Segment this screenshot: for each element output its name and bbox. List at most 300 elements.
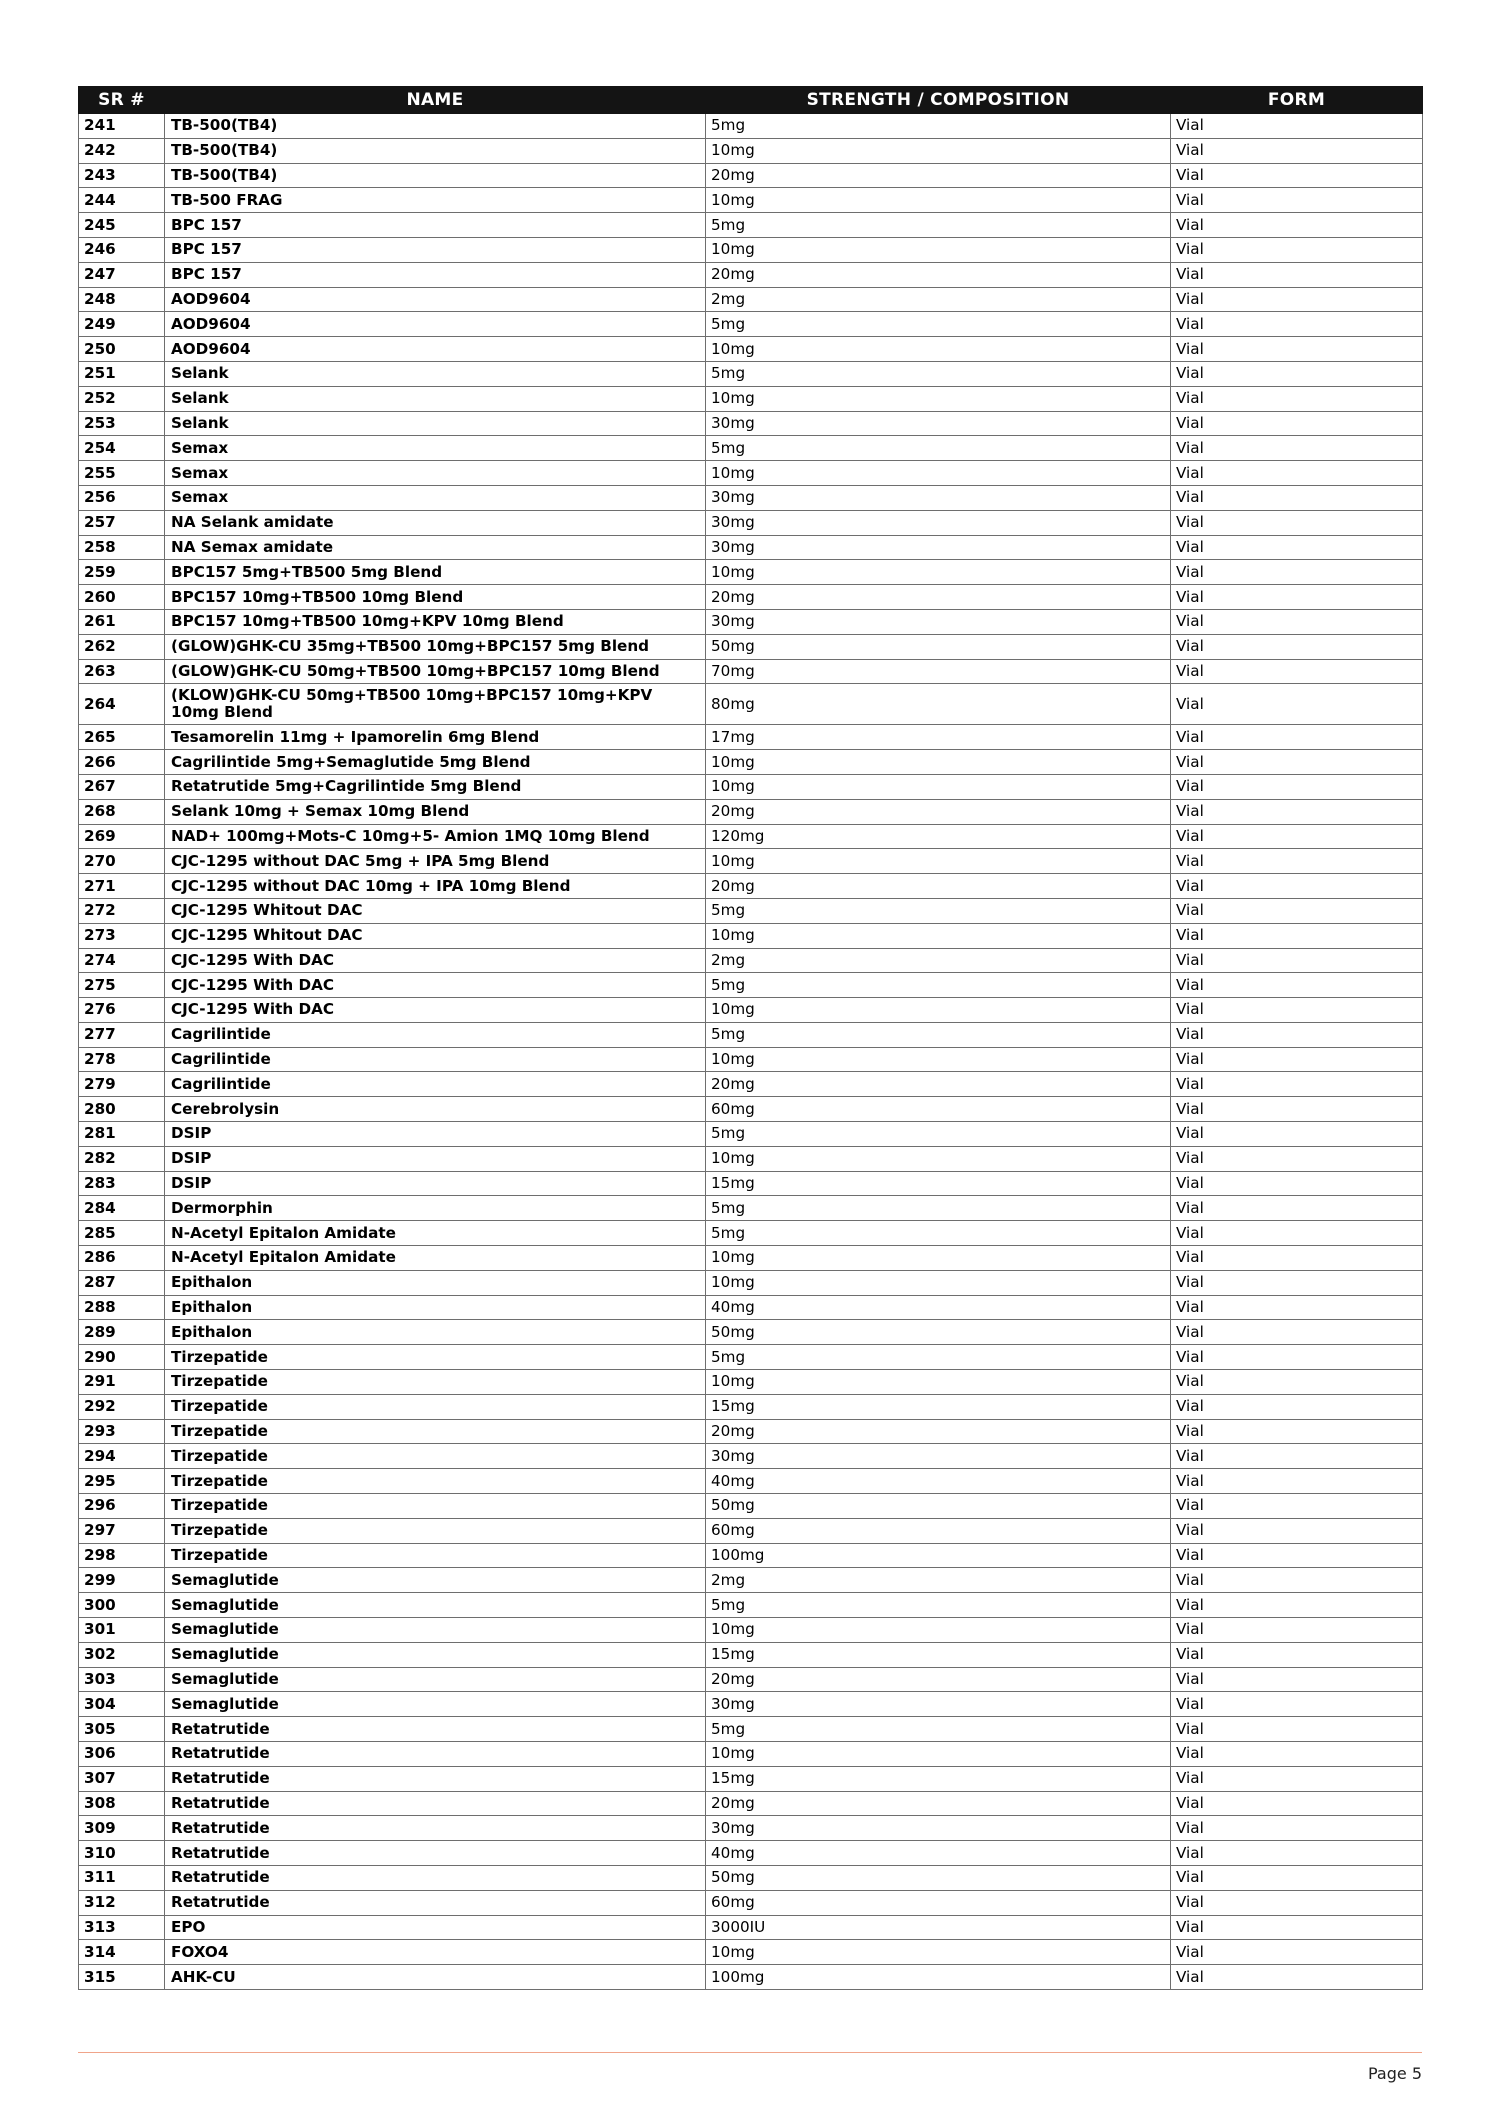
- form-cell: Vial: [1171, 386, 1423, 411]
- strength-cell: 10mg: [706, 750, 1171, 775]
- sr-cell: 282: [79, 1146, 165, 1171]
- name-cell: Semax: [165, 485, 706, 510]
- table-row: [79, 1022, 1423, 1047]
- form-cell: Vial: [1171, 262, 1423, 287]
- form-cell: Vial: [1171, 609, 1423, 634]
- header-name: NAME: [165, 87, 706, 114]
- table-row: [79, 1965, 1423, 1990]
- form-cell: Vial: [1171, 138, 1423, 163]
- form-cell: Vial: [1171, 1146, 1423, 1171]
- name-cell: Cagrilintide: [165, 1047, 706, 1072]
- name-cell: Retatrutide 5mg+Cagrilintide 5mg Blend: [165, 774, 706, 799]
- form-cell: Vial: [1171, 824, 1423, 849]
- form-cell: Vial: [1171, 1221, 1423, 1246]
- table-row: [79, 138, 1423, 163]
- name-cell: Tirzepatide: [165, 1370, 706, 1395]
- table-row: [79, 1543, 1423, 1568]
- sr-cell: 301: [79, 1618, 165, 1643]
- name-cell: Tesamorelin 11mg + Ipamorelin 6mg Blend: [165, 725, 706, 750]
- sr-cell: 299: [79, 1568, 165, 1593]
- strength-cell: 30mg: [706, 411, 1171, 436]
- form-cell: Vial: [1171, 361, 1423, 386]
- name-cell: AHK-CU: [165, 1965, 706, 1990]
- name-cell: Epithalon: [165, 1270, 706, 1295]
- name-cell: AOD9604: [165, 337, 706, 362]
- table-row: [79, 1444, 1423, 1469]
- table-row: [79, 1717, 1423, 1742]
- name-cell: Semaglutide: [165, 1642, 706, 1667]
- name-cell: Selank: [165, 386, 706, 411]
- table-row: [79, 1766, 1423, 1791]
- sr-cell: 296: [79, 1494, 165, 1519]
- table-row: [79, 560, 1423, 585]
- form-cell: Vial: [1171, 1072, 1423, 1097]
- strength-cell: 15mg: [706, 1766, 1171, 1791]
- table-row: [79, 585, 1423, 610]
- name-cell: TB-500 FRAG: [165, 188, 706, 213]
- sr-cell: 314: [79, 1940, 165, 1965]
- name-cell: Semax: [165, 436, 706, 461]
- name-cell: Semaglutide: [165, 1667, 706, 1692]
- strength-cell: 10mg: [706, 337, 1171, 362]
- strength-cell: 20mg: [706, 874, 1171, 899]
- table-row: [79, 725, 1423, 750]
- strength-cell: 20mg: [706, 585, 1171, 610]
- sr-cell: 252: [79, 386, 165, 411]
- sr-cell: 241: [79, 114, 165, 139]
- sr-cell: 288: [79, 1295, 165, 1320]
- table-row: [79, 1394, 1423, 1419]
- table-row: [79, 1122, 1423, 1147]
- table-body: [79, 114, 1423, 1990]
- name-cell: Retatrutide: [165, 1865, 706, 1890]
- form-cell: Vial: [1171, 1270, 1423, 1295]
- strength-cell: 5mg: [706, 312, 1171, 337]
- table-row: [79, 114, 1423, 139]
- form-cell: Vial: [1171, 725, 1423, 750]
- strength-cell: 30mg: [706, 1816, 1171, 1841]
- name-cell: TB-500(TB4): [165, 163, 706, 188]
- strength-cell: 15mg: [706, 1642, 1171, 1667]
- table-row: [79, 262, 1423, 287]
- form-cell: Vial: [1171, 163, 1423, 188]
- form-cell: Vial: [1171, 585, 1423, 610]
- sr-cell: 295: [79, 1469, 165, 1494]
- table-row: [79, 1171, 1423, 1196]
- name-cell: EPO: [165, 1915, 706, 1940]
- strength-cell: 2mg: [706, 287, 1171, 312]
- strength-cell: 30mg: [706, 510, 1171, 535]
- name-cell: Selank 10mg + Semax 10mg Blend: [165, 799, 706, 824]
- strength-cell: 60mg: [706, 1518, 1171, 1543]
- strength-cell: 30mg: [706, 485, 1171, 510]
- table-row: [79, 1047, 1423, 1072]
- sr-cell: 277: [79, 1022, 165, 1047]
- table-row: [79, 799, 1423, 824]
- form-cell: Vial: [1171, 188, 1423, 213]
- form-cell: Vial: [1171, 1742, 1423, 1767]
- form-cell: Vial: [1171, 1444, 1423, 1469]
- strength-cell: 10mg: [706, 1370, 1171, 1395]
- form-cell: Vial: [1171, 948, 1423, 973]
- form-cell: Vial: [1171, 1717, 1423, 1742]
- name-cell: FOXO4: [165, 1940, 706, 1965]
- strength-cell: 10mg: [706, 138, 1171, 163]
- form-cell: Vial: [1171, 849, 1423, 874]
- form-cell: Vial: [1171, 535, 1423, 560]
- form-cell: Vial: [1171, 1593, 1423, 1618]
- sr-cell: 273: [79, 923, 165, 948]
- form-cell: Vial: [1171, 1568, 1423, 1593]
- form-cell: Vial: [1171, 1469, 1423, 1494]
- name-cell: Semaglutide: [165, 1568, 706, 1593]
- form-cell: Vial: [1171, 1494, 1423, 1519]
- table-row: [79, 973, 1423, 998]
- strength-cell: 100mg: [706, 1543, 1171, 1568]
- strength-cell: 20mg: [706, 262, 1171, 287]
- strength-cell: 20mg: [706, 1667, 1171, 1692]
- table-row: [79, 1494, 1423, 1519]
- strength-cell: 15mg: [706, 1394, 1171, 1419]
- sr-cell: 244: [79, 188, 165, 213]
- strength-cell: 10mg: [706, 1940, 1171, 1965]
- form-cell: Vial: [1171, 923, 1423, 948]
- sr-cell: 302: [79, 1642, 165, 1667]
- form-cell: Vial: [1171, 1370, 1423, 1395]
- table-row: [79, 1146, 1423, 1171]
- form-cell: Vial: [1171, 1618, 1423, 1643]
- form-cell: Vial: [1171, 1766, 1423, 1791]
- strength-cell: 10mg: [706, 386, 1171, 411]
- sr-cell: 289: [79, 1320, 165, 1345]
- table-row: [79, 1593, 1423, 1618]
- strength-cell: 30mg: [706, 609, 1171, 634]
- header-form: FORM: [1171, 87, 1423, 114]
- form-cell: Vial: [1171, 774, 1423, 799]
- name-cell: Cagrilintide: [165, 1072, 706, 1097]
- name-cell: CJC-1295 without DAC 10mg + IPA 10mg Blend: [165, 874, 706, 899]
- strength-cell: 5mg: [706, 1022, 1171, 1047]
- table-row: [79, 1841, 1423, 1866]
- table-row: [79, 1270, 1423, 1295]
- form-cell: Vial: [1171, 213, 1423, 238]
- form-cell: Vial: [1171, 1816, 1423, 1841]
- table-row: [79, 1221, 1423, 1246]
- form-cell: Vial: [1171, 436, 1423, 461]
- name-cell: DSIP: [165, 1146, 706, 1171]
- sr-cell: 257: [79, 510, 165, 535]
- strength-cell: 50mg: [706, 1320, 1171, 1345]
- strength-cell: 10mg: [706, 849, 1171, 874]
- strength-cell: 5mg: [706, 1196, 1171, 1221]
- strength-cell: 80mg: [706, 684, 1171, 725]
- form-cell: Vial: [1171, 973, 1423, 998]
- form-cell: Vial: [1171, 237, 1423, 262]
- table-row: [79, 386, 1423, 411]
- table-row: [79, 1419, 1423, 1444]
- name-cell: Tirzepatide: [165, 1394, 706, 1419]
- table-row: [79, 1667, 1423, 1692]
- product-table: [78, 86, 1423, 1990]
- strength-cell: 10mg: [706, 923, 1171, 948]
- strength-cell: 50mg: [706, 634, 1171, 659]
- strength-cell: 10mg: [706, 560, 1171, 585]
- form-cell: Vial: [1171, 634, 1423, 659]
- form-cell: Vial: [1171, 799, 1423, 824]
- sr-cell: 286: [79, 1246, 165, 1271]
- form-cell: Vial: [1171, 1791, 1423, 1816]
- form-cell: Vial: [1171, 898, 1423, 923]
- form-cell: Vial: [1171, 1320, 1423, 1345]
- strength-cell: 5mg: [706, 898, 1171, 923]
- name-cell: BPC157 10mg+TB500 10mg Blend: [165, 585, 706, 610]
- table-row: [79, 1692, 1423, 1717]
- table-row: [79, 1618, 1423, 1643]
- name-cell: BPC157 10mg+TB500 10mg+KPV 10mg Blend: [165, 609, 706, 634]
- table-row: [79, 1320, 1423, 1345]
- form-cell: Vial: [1171, 510, 1423, 535]
- strength-cell: 70mg: [706, 659, 1171, 684]
- strength-cell: 5mg: [706, 1717, 1171, 1742]
- sr-cell: 285: [79, 1221, 165, 1246]
- strength-cell: 10mg: [706, 1246, 1171, 1271]
- sr-cell: 291: [79, 1370, 165, 1395]
- name-cell: Selank: [165, 411, 706, 436]
- table-row: [79, 287, 1423, 312]
- table-row: [79, 213, 1423, 238]
- form-cell: Vial: [1171, 485, 1423, 510]
- strength-cell: 20mg: [706, 1419, 1171, 1444]
- form-cell: Vial: [1171, 560, 1423, 585]
- strength-cell: 20mg: [706, 163, 1171, 188]
- table-row: [79, 1196, 1423, 1221]
- strength-cell: 2mg: [706, 948, 1171, 973]
- strength-cell: 10mg: [706, 237, 1171, 262]
- sr-cell: 265: [79, 725, 165, 750]
- strength-cell: 20mg: [706, 1791, 1171, 1816]
- table-row: [79, 1915, 1423, 1940]
- name-cell: Tirzepatide: [165, 1518, 706, 1543]
- strength-cell: 15mg: [706, 1171, 1171, 1196]
- name-cell: Tirzepatide: [165, 1419, 706, 1444]
- sr-cell: 274: [79, 948, 165, 973]
- name-cell: AOD9604: [165, 287, 706, 312]
- name-cell: Retatrutide: [165, 1742, 706, 1767]
- sr-cell: 276: [79, 998, 165, 1023]
- table-row: [79, 361, 1423, 386]
- table-row: [79, 1072, 1423, 1097]
- strength-cell: 40mg: [706, 1469, 1171, 1494]
- table-row: [79, 1890, 1423, 1915]
- sr-cell: 255: [79, 461, 165, 486]
- name-cell: NAD+ 100mg+Mots-C 10mg+5- Amion 1MQ 10mg Blend: [165, 824, 706, 849]
- name-cell: Retatrutide: [165, 1791, 706, 1816]
- sr-cell: 260: [79, 585, 165, 610]
- strength-cell: 5mg: [706, 436, 1171, 461]
- strength-cell: 10mg: [706, 998, 1171, 1023]
- table-row: [79, 1642, 1423, 1667]
- sr-cell: 275: [79, 973, 165, 998]
- name-cell: N-Acetyl Epitalon Amidate: [165, 1246, 706, 1271]
- sr-cell: 315: [79, 1965, 165, 1990]
- sr-cell: 270: [79, 849, 165, 874]
- name-cell: AOD9604: [165, 312, 706, 337]
- form-cell: Vial: [1171, 287, 1423, 312]
- form-cell: Vial: [1171, 1196, 1423, 1221]
- sr-cell: 267: [79, 774, 165, 799]
- form-cell: Vial: [1171, 1022, 1423, 1047]
- strength-cell: 50mg: [706, 1494, 1171, 1519]
- strength-cell: 3000IU: [706, 1915, 1171, 1940]
- sr-cell: 306: [79, 1742, 165, 1767]
- sr-cell: 262: [79, 634, 165, 659]
- table-row: [79, 461, 1423, 486]
- table-row: [79, 163, 1423, 188]
- strength-cell: 120mg: [706, 824, 1171, 849]
- name-cell: Dermorphin: [165, 1196, 706, 1221]
- sr-cell: 254: [79, 436, 165, 461]
- form-cell: Vial: [1171, 1841, 1423, 1866]
- strength-cell: 5mg: [706, 1345, 1171, 1370]
- strength-cell: 50mg: [706, 1865, 1171, 1890]
- strength-cell: 10mg: [706, 1146, 1171, 1171]
- name-cell: Semaglutide: [165, 1618, 706, 1643]
- name-cell: Retatrutide: [165, 1717, 706, 1742]
- name-cell: DSIP: [165, 1122, 706, 1147]
- form-cell: Vial: [1171, 1295, 1423, 1320]
- name-cell: Epithalon: [165, 1320, 706, 1345]
- form-cell: Vial: [1171, 750, 1423, 775]
- strength-cell: 30mg: [706, 535, 1171, 560]
- form-cell: Vial: [1171, 312, 1423, 337]
- strength-cell: 5mg: [706, 213, 1171, 238]
- name-cell: Cagrilintide 5mg+Semaglutide 5mg Blend: [165, 750, 706, 775]
- name-cell: Retatrutide: [165, 1890, 706, 1915]
- form-cell: Vial: [1171, 411, 1423, 436]
- table-row: [79, 634, 1423, 659]
- sr-cell: 266: [79, 750, 165, 775]
- sr-cell: 279: [79, 1072, 165, 1097]
- table-row: [79, 1791, 1423, 1816]
- form-cell: Vial: [1171, 114, 1423, 139]
- strength-cell: 5mg: [706, 114, 1171, 139]
- header-strength: STRENGTH / COMPOSITION: [706, 87, 1171, 114]
- strength-cell: 17mg: [706, 725, 1171, 750]
- sr-cell: 298: [79, 1543, 165, 1568]
- form-cell: Vial: [1171, 1047, 1423, 1072]
- sr-cell: 304: [79, 1692, 165, 1717]
- strength-cell: 10mg: [706, 188, 1171, 213]
- footer-divider: [78, 2052, 1422, 2053]
- table-row: [79, 510, 1423, 535]
- form-cell: Vial: [1171, 1345, 1423, 1370]
- strength-cell: 30mg: [706, 1692, 1171, 1717]
- name-cell: (GLOW)GHK-CU 50mg+TB500 10mg+BPC157 10mg Blend: [165, 659, 706, 684]
- table-row: [79, 1345, 1423, 1370]
- name-cell: Retatrutide: [165, 1841, 706, 1866]
- sr-cell: 243: [79, 163, 165, 188]
- sr-cell: 310: [79, 1841, 165, 1866]
- name-cell: Retatrutide: [165, 1766, 706, 1791]
- sr-cell: 287: [79, 1270, 165, 1295]
- strength-cell: 10mg: [706, 1618, 1171, 1643]
- table-row: [79, 411, 1423, 436]
- sr-cell: 294: [79, 1444, 165, 1469]
- strength-cell: 100mg: [706, 1965, 1171, 1990]
- sr-cell: 261: [79, 609, 165, 634]
- table-row: [79, 609, 1423, 634]
- name-cell: Tirzepatide: [165, 1494, 706, 1519]
- sr-cell: 300: [79, 1593, 165, 1618]
- strength-cell: 40mg: [706, 1841, 1171, 1866]
- name-cell: NA Semax amidate: [165, 535, 706, 560]
- name-cell: N-Acetyl Epitalon Amidate: [165, 1221, 706, 1246]
- table-row: [79, 824, 1423, 849]
- name-cell: NA Selank amidate: [165, 510, 706, 535]
- name-cell: CJC-1295 without DAC 5mg + IPA 5mg Blend: [165, 849, 706, 874]
- table-row: [79, 237, 1423, 262]
- sr-cell: 248: [79, 287, 165, 312]
- name-cell: Tirzepatide: [165, 1444, 706, 1469]
- strength-cell: 40mg: [706, 1295, 1171, 1320]
- form-cell: Vial: [1171, 1667, 1423, 1692]
- sr-cell: 278: [79, 1047, 165, 1072]
- strength-cell: 5mg: [706, 361, 1171, 386]
- form-cell: Vial: [1171, 1865, 1423, 1890]
- form-cell: Vial: [1171, 1419, 1423, 1444]
- form-cell: Vial: [1171, 461, 1423, 486]
- strength-cell: 10mg: [706, 1742, 1171, 1767]
- form-cell: Vial: [1171, 1890, 1423, 1915]
- strength-cell: 10mg: [706, 1047, 1171, 1072]
- name-cell: TB-500(TB4): [165, 138, 706, 163]
- table-row: [79, 436, 1423, 461]
- table-row: [79, 998, 1423, 1023]
- strength-cell: 20mg: [706, 1072, 1171, 1097]
- table-row: [79, 774, 1423, 799]
- sr-cell: 251: [79, 361, 165, 386]
- name-cell: Tirzepatide: [165, 1469, 706, 1494]
- table-row: [79, 535, 1423, 560]
- table-row: [79, 684, 1423, 725]
- form-cell: Vial: [1171, 1965, 1423, 1990]
- sr-cell: 271: [79, 874, 165, 899]
- sr-cell: 308: [79, 1791, 165, 1816]
- name-cell: Cerebrolysin: [165, 1097, 706, 1122]
- table-row: [79, 948, 1423, 973]
- form-cell: Vial: [1171, 874, 1423, 899]
- strength-cell: 5mg: [706, 1221, 1171, 1246]
- strength-cell: 60mg: [706, 1890, 1171, 1915]
- sr-cell: 259: [79, 560, 165, 585]
- sr-cell: 250: [79, 337, 165, 362]
- form-cell: Vial: [1171, 1097, 1423, 1122]
- sr-cell: 268: [79, 799, 165, 824]
- sr-cell: 280: [79, 1097, 165, 1122]
- name-cell: TB-500(TB4): [165, 114, 706, 139]
- table-row: [79, 1097, 1423, 1122]
- sr-cell: 292: [79, 1394, 165, 1419]
- strength-cell: 20mg: [706, 799, 1171, 824]
- name-cell: Semaglutide: [165, 1692, 706, 1717]
- form-cell: Vial: [1171, 1122, 1423, 1147]
- table-row: [79, 923, 1423, 948]
- name-cell: Tirzepatide: [165, 1345, 706, 1370]
- table-row: [79, 874, 1423, 899]
- sr-cell: 247: [79, 262, 165, 287]
- name-cell: BPC157 5mg+TB500 5mg Blend: [165, 560, 706, 585]
- name-cell: (GLOW)GHK-CU 35mg+TB500 10mg+BPC157 5mg Blend: [165, 634, 706, 659]
